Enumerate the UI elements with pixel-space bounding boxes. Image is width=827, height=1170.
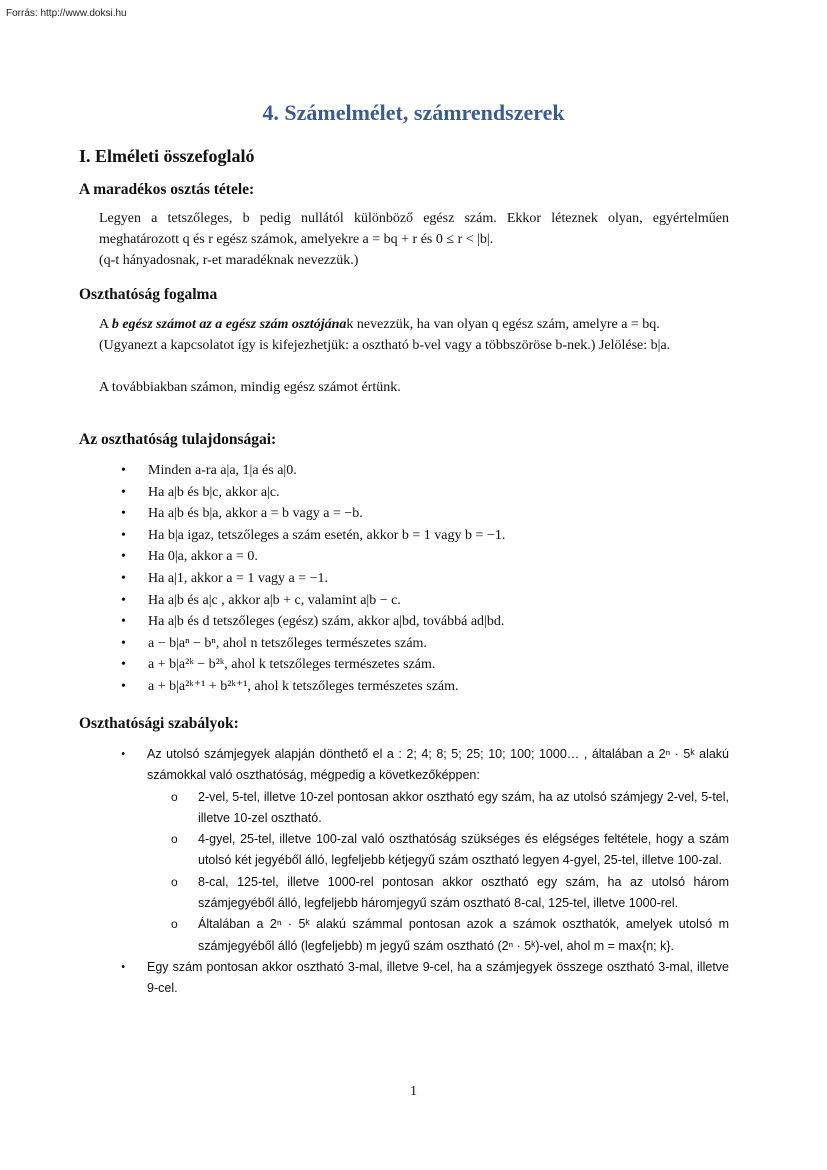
list-item: • Ha a|b és a|c , akkor a|b + c, valamint a|b − c. <box>121 590 741 612</box>
heading-division-theorem: A maradékos osztás tétele: <box>79 181 255 198</box>
sub-list-item: o 4-gyel, 25-tel, illetve 100-zal való oszthatóság szükséges és elégséges feltétele, hogy a szám utolsó két jegyéből álló, legfeljebb kétjegyű szám osztható legyen 4-gyel, 25-tel, illetve 100-zal. <box>147 829 729 872</box>
division-theorem-text <box>99 208 729 271</box>
definition-line <box>99 314 729 335</box>
page-title: 4. Számelmélet, számrendszerek <box>262 100 565 125</box>
list-item: • Ha a|b és b|a, akkor a = b vagy a = −b. <box>121 503 741 525</box>
division-theorem-statement: Legyen a tetszőleges, b pedig nullától különböző egész szám. Ekkor léteznek olyan, egyértelműen meghatározott q és r egész számok, amelyekre a = bq + r és 0 ≤ r < |b|. <box>99 211 729 247</box>
sub-list-item: o 2-vel, 5-tel, illetve 10-zel pontosan akkor osztható egy szám, ha az utolsó számjegy 2-vel, 5-tel, illetve 10-zel osztható. <box>147 787 729 830</box>
section-heading: I. Elméleti összefoglaló <box>79 146 255 166</box>
heading-divisibility-rules: Oszthatósági szabályok: <box>79 715 239 732</box>
definition-rest: k nevezzük, ha van olyan q egész szám, amelyre a = bq. <box>346 317 660 332</box>
list-item: • a − b|aⁿ − bⁿ, ahol n tetszőleges természetes szám. <box>121 633 741 655</box>
list-item: • Minden a-ra a|a, 1|a és a|0. <box>121 460 741 482</box>
page-number: 1 <box>410 1084 417 1099</box>
sub-list-item: o 8-cal, 125-tel, illetve 1000-rel pontosan akkor osztható egy szám, ha az utolsó három számjegyéből álló, legfeljebb háromjegyű szám osztható 8-cal, 125-tel, illetve 1000-rel. <box>147 872 729 915</box>
list-item <box>121 744 729 957</box>
sub-list-item: o Általában a 2ⁿ · 5ᵏ alakú számmal pontosan azok a számok oszthatók, amelyek utolsó m számjegyéből álló (legfeljebb) m jegyű szám osztható (2ⁿ · 5ᵏ)-vel, ahol m = max{n; k}. <box>147 914 729 957</box>
list-item: • Ha a|1, akkor a = 1 vagy a = −1. <box>121 568 741 590</box>
heading-divisibility-concept: Oszthatóság fogalma <box>79 286 218 303</box>
divisibility-definition <box>99 314 729 398</box>
heading-divisibility-properties: Az oszthatóság tulajdonságai: <box>79 431 277 448</box>
list-item: • Ha b|a igaz, tetszőleges a szám esetén, akkor b = 1 vagy b = −1. <box>121 525 741 547</box>
rules-sublist <box>147 787 729 957</box>
definition-alt-expression: (Ugyanezt a kapcsolatot így is kifejezhetjük: a osztható b-vel vagy a többszöröse b-nek.) Jelölése: b|a. <box>99 338 671 353</box>
rules-list <box>121 744 729 1000</box>
source-note: Forrás: http://www.doksi.hu <box>6 8 127 19</box>
definition-prefix: A <box>99 317 112 332</box>
definition-bold: b egész számot az a egész szám osztójána <box>111 317 347 332</box>
list-item: • Ha a|b és d tetszőleges (egész) szám, akkor a|bd, továbbá ad|bd. <box>121 611 741 633</box>
list-item: • Ha 0|a, akkor a = 0. <box>121 546 741 568</box>
list-item: • a + b|a²ᵏ − b²ᵏ, ahol k tetszőleges természetes szám. <box>121 654 741 676</box>
list-item: • a + b|a²ᵏ⁺¹ + b²ᵏ⁺¹, ahol k tetszőleges természetes szám. <box>121 676 741 698</box>
rules-intro: Az utolsó számjegyek alapján dönthető el a : 2; 4; 8; 5; 25; 10; 100; 1000… , általában a 2ⁿ · 5ᵏ alakú számokkal való oszthatóság, mégpedig a következőképpen: <box>147 747 729 783</box>
definition-convention: A továbbiakban számon, mindig egész számot értünk. <box>99 380 401 395</box>
division-theorem-note: (q-t hányadosnak, r-et maradéknak nevezzük.) <box>99 253 359 268</box>
list-item: • Egy szám pontosan akkor osztható 3-mal, illetve 9-cel, ha a számjegyek összege osztható 3-mal, illetve 9-cel. <box>121 957 729 1000</box>
properties-list <box>121 460 741 698</box>
list-item: • Ha a|b és b|c, akkor a|c. <box>121 482 741 504</box>
